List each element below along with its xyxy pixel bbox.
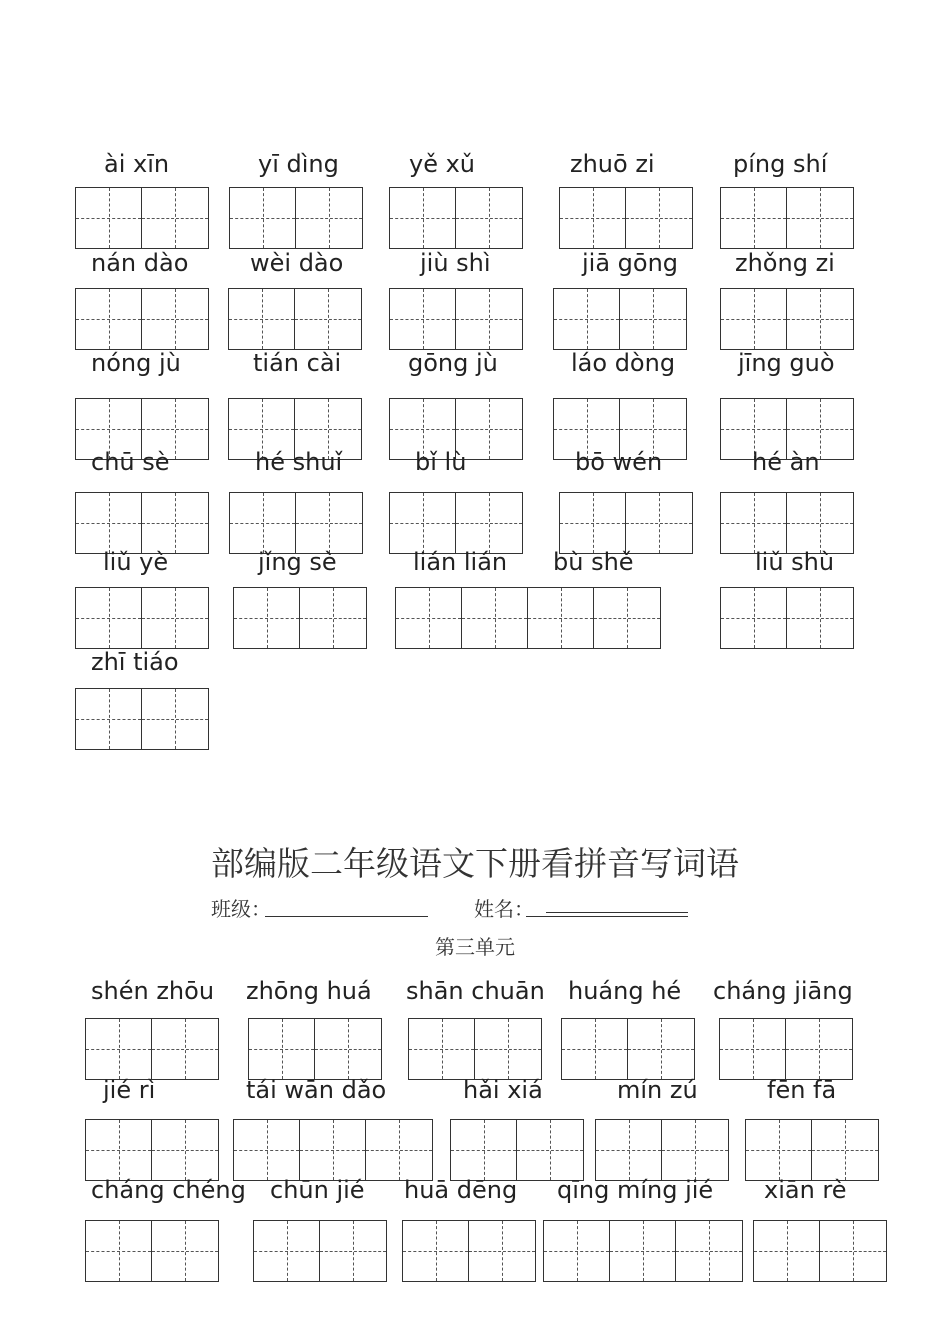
- writing-grid[interactable]: [395, 587, 661, 649]
- writing-grid[interactable]: [75, 587, 209, 649]
- class-field[interactable]: [265, 892, 428, 917]
- pinyin-label: bù shě: [553, 548, 634, 576]
- pinyin-label: qīng míng jié: [557, 1176, 714, 1204]
- pinyin-label: jiù shì: [420, 249, 491, 277]
- pinyin-label: jīng guò: [738, 349, 835, 377]
- writing-grid[interactable]: [75, 187, 209, 249]
- writing-grid[interactable]: [408, 1018, 542, 1080]
- writing-grid[interactable]: [85, 1119, 219, 1181]
- pinyin-label: cháng chéng: [91, 1176, 246, 1204]
- pinyin-label: yě xǔ: [409, 150, 476, 178]
- pinyin-label: liǔ yè: [103, 548, 169, 576]
- pinyin-label: yī dìng: [258, 150, 339, 178]
- pinyin-label: bō wén: [575, 448, 663, 476]
- writing-grid[interactable]: [720, 288, 854, 350]
- writing-grid[interactable]: [85, 1018, 219, 1080]
- writing-grid[interactable]: [229, 187, 363, 249]
- pinyin-label: hé àn: [752, 448, 820, 476]
- writing-grid[interactable]: [402, 1220, 536, 1282]
- pinyin-label: liǔ shù: [755, 548, 835, 576]
- pinyin-label: shén zhōu: [91, 977, 215, 1005]
- pinyin-label: chū sè: [91, 448, 170, 476]
- writing-grid[interactable]: [595, 1119, 729, 1181]
- writing-grid[interactable]: [233, 1119, 433, 1181]
- writing-grid[interactable]: [753, 1220, 887, 1282]
- pinyin-label: zhǒng zi: [735, 249, 835, 277]
- writing-grid[interactable]: [543, 1220, 743, 1282]
- pinyin-label: ài xīn: [104, 150, 170, 178]
- writing-grid[interactable]: [229, 492, 363, 554]
- pinyin-label: huā dēng: [404, 1176, 518, 1204]
- writing-grid[interactable]: [389, 288, 523, 350]
- writing-grid[interactable]: [248, 1018, 382, 1080]
- pinyin-label: hǎi xiá: [463, 1076, 543, 1104]
- writing-grid[interactable]: [553, 288, 687, 350]
- pinyin-label: cháng jiāng: [713, 977, 853, 1005]
- unit-label: 第三单元: [435, 935, 515, 959]
- writing-grid[interactable]: [719, 1018, 853, 1080]
- writing-grid[interactable]: [389, 492, 523, 554]
- pinyin-label: lián lián: [413, 548, 508, 576]
- pinyin-label: chūn jié: [270, 1176, 365, 1204]
- pinyin-label: tái wān dǎo: [246, 1076, 387, 1104]
- writing-grid[interactable]: [720, 492, 854, 554]
- writing-grid[interactable]: [389, 187, 523, 249]
- writing-grid[interactable]: [559, 492, 693, 554]
- pinyin-label: zhī tiáo: [91, 648, 179, 676]
- pinyin-label: jiā gōng: [582, 249, 679, 277]
- pinyin-label: fēn fā: [767, 1076, 837, 1104]
- pinyin-label: nán dào: [91, 249, 189, 277]
- writing-grid[interactable]: [450, 1119, 584, 1181]
- pinyin-label: mín zú: [617, 1076, 698, 1104]
- pinyin-label: jié rì: [103, 1076, 156, 1104]
- writing-grid[interactable]: [559, 187, 693, 249]
- name-label: 姓名：: [474, 897, 534, 921]
- pinyin-label: wèi dào: [250, 249, 344, 277]
- writing-grid[interactable]: [233, 587, 367, 649]
- pinyin-label: nóng jù: [91, 349, 181, 377]
- writing-grid[interactable]: [720, 187, 854, 249]
- pinyin-label: láo dòng: [571, 349, 676, 377]
- pinyin-label: huáng hé: [568, 977, 682, 1005]
- pinyin-label: hé shuǐ: [255, 448, 343, 476]
- name-field-underline: [546, 896, 688, 913]
- writing-grid[interactable]: [253, 1220, 387, 1282]
- writing-grid[interactable]: [745, 1119, 879, 1181]
- writing-grid[interactable]: [75, 492, 209, 554]
- pinyin-label: jǐng sè: [258, 548, 337, 576]
- writing-grid[interactable]: [228, 288, 362, 350]
- writing-grid[interactable]: [75, 688, 209, 750]
- writing-grid[interactable]: [561, 1018, 695, 1080]
- pinyin-label: tián cài: [253, 349, 342, 377]
- writing-grid[interactable]: [720, 587, 854, 649]
- pinyin-label: gōng jù: [408, 349, 498, 377]
- class-label: 班级：: [211, 897, 271, 921]
- pinyin-label: bǐ lù: [415, 448, 467, 476]
- page-title: 部编版二年级语文下册看拼音写词语: [211, 844, 739, 883]
- pinyin-label: xiān rè: [764, 1176, 847, 1204]
- pinyin-label: píng shí: [733, 150, 828, 178]
- writing-grid[interactable]: [75, 288, 209, 350]
- pinyin-label: zhōng huá: [246, 977, 372, 1005]
- pinyin-label: shān chuān: [406, 977, 545, 1005]
- pinyin-label: zhuō zi: [570, 150, 655, 178]
- writing-grid[interactable]: [85, 1220, 219, 1282]
